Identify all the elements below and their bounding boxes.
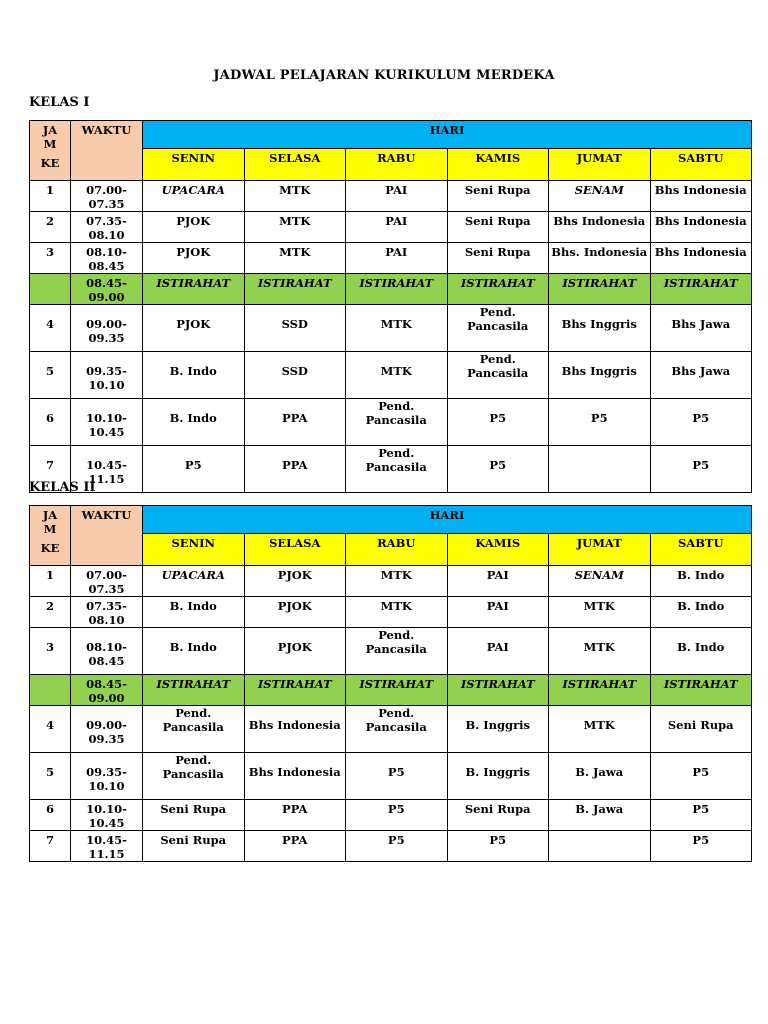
subject-cell-sabtu: P5 [650, 800, 752, 831]
subject-cell-senin: B. Indo [143, 352, 245, 399]
waktu-cell: 09.35-10.10 [71, 352, 143, 399]
subject-cell-sabtu: P5 [650, 753, 752, 800]
subject-cell-rabu: Pend. Pancasila [346, 706, 448, 753]
subject-cell-selasa: SSD [244, 305, 346, 352]
subject-cell-sabtu: Bhs Jawa [650, 352, 752, 399]
waktu-cell: 07.00-07.35 [71, 566, 143, 597]
waktu-cell: 10.45-11.15 [71, 831, 143, 862]
table-row [30, 753, 752, 800]
subject-cell-rabu: Pend. Pancasila [346, 628, 448, 675]
subject-cell-rabu: PAI [346, 243, 448, 274]
subject-cell-sabtu: B. Indo [650, 597, 752, 628]
subject-cell-senin: P5 [143, 446, 245, 493]
table-row [30, 305, 752, 352]
day-header-jumat: JUMAT [549, 149, 651, 181]
day-header-kamis: KAMIS [447, 149, 549, 181]
table-row [30, 566, 752, 597]
day-header-sabtu: SABTU [650, 534, 752, 566]
subject-cell-jumat [549, 831, 651, 862]
day-header-senin: SENIN [143, 534, 245, 566]
subject-cell-selasa: MTK [244, 243, 346, 274]
table-row [30, 352, 752, 399]
waktu-cell: 08.45-09.00 [71, 274, 143, 305]
table-row [30, 446, 752, 493]
kelas-2-schedule-body [30, 566, 752, 862]
subject-cell-selasa: ISTIRAHAT [244, 274, 346, 305]
subject-cell-senin: UPACARA [143, 181, 245, 212]
waktu-cell: 09.35-10.10 [71, 753, 143, 800]
subject-cell-jumat: Bhs Indonesia [549, 212, 651, 243]
subject-cell-sabtu: ISTIRAHAT [650, 675, 752, 706]
jam-ke-cell: 1 [30, 181, 71, 212]
subject-cell-kamis: Pend. Pancasila [447, 352, 549, 399]
table-row [30, 706, 752, 753]
subject-cell-jumat: Bhs. Indonesia [549, 243, 651, 274]
jam-ke-cell: 4 [30, 305, 71, 352]
subject-cell-sabtu: Seni Rupa [650, 706, 752, 753]
subject-cell-sabtu: P5 [650, 831, 752, 862]
subject-cell-sabtu: P5 [650, 446, 752, 493]
subject-cell-sabtu: Bhs Indonesia [650, 181, 752, 212]
waktu-cell: 10.10-10.45 [71, 800, 143, 831]
jam-ke-cell: 5 [30, 352, 71, 399]
subject-cell-jumat: Bhs Inggris [549, 352, 651, 399]
jam-ke-cell: 7 [30, 831, 71, 862]
jam-ke-cell [30, 274, 71, 305]
subject-cell-selasa: PJOK [244, 566, 346, 597]
subject-cell-selasa: SSD [244, 352, 346, 399]
subject-cell-selasa: PPA [244, 800, 346, 831]
subject-cell-sabtu: ISTIRAHAT [650, 274, 752, 305]
day-header-rabu: RABU [346, 149, 448, 181]
subject-cell-kamis: ISTIRAHAT [447, 675, 549, 706]
kelas-1-label: KELAS I [29, 95, 90, 110]
subject-cell-senin: PJOK [143, 212, 245, 243]
subject-cell-jumat [549, 446, 651, 493]
table-row [30, 628, 752, 675]
subject-cell-jumat: P5 [549, 399, 651, 446]
subject-cell-kamis: P5 [447, 831, 549, 862]
subject-cell-jumat: SENAM [549, 181, 651, 212]
subject-cell-kamis: PAI [447, 566, 549, 597]
subject-cell-selasa: MTK [244, 212, 346, 243]
subject-cell-rabu: Pend. Pancasila [346, 399, 448, 446]
subject-cell-kamis: B. Inggris [447, 706, 549, 753]
waktu-cell: 10.10-10.45 [71, 399, 143, 446]
subject-cell-kamis: B. Inggris [447, 753, 549, 800]
waktu-cell: 07.35-08.10 [71, 212, 143, 243]
waktu-cell: 07.35-08.10 [71, 597, 143, 628]
table-row [30, 181, 752, 212]
waktu-cell: 09.00-09.35 [71, 706, 143, 753]
subject-cell-selasa: PJOK [244, 597, 346, 628]
kelas-1-schedule-table [29, 120, 752, 493]
subject-cell-kamis: Seni Rupa [447, 181, 549, 212]
jam-ke-cell: 2 [30, 597, 71, 628]
subject-cell-jumat: ISTIRAHAT [549, 675, 651, 706]
table-row [30, 800, 752, 831]
subject-cell-jumat: ISTIRAHAT [549, 274, 651, 305]
subject-cell-senin: Seni Rupa [143, 831, 245, 862]
subject-cell-senin: PJOK [143, 305, 245, 352]
subject-cell-rabu: P5 [346, 753, 448, 800]
subject-cell-senin: Pend. Pancasila [143, 753, 245, 800]
jam-ke-header: JA M KE [30, 121, 71, 181]
subject-cell-kamis: Seni Rupa [447, 243, 549, 274]
break-row [30, 274, 752, 305]
subject-cell-senin: B. Indo [143, 628, 245, 675]
waktu-cell: 08.10-08.45 [71, 628, 143, 675]
waktu-cell: 07.00-07.35 [71, 181, 143, 212]
day-header-jumat: JUMAT [549, 534, 651, 566]
jam-ke-cell: 7 [30, 446, 71, 493]
kelas-1-schedule-body [30, 181, 752, 493]
subject-cell-rabu: ISTIRAHAT [346, 274, 448, 305]
kelas-2-schedule-table [29, 505, 752, 862]
jam-ke-cell: 3 [30, 243, 71, 274]
table-row [30, 243, 752, 274]
subject-cell-kamis: Pend. Pancasila [447, 305, 549, 352]
day-header-selasa: SELASA [244, 534, 346, 566]
subject-cell-jumat: MTK [549, 628, 651, 675]
document-title: JADWAL PELAJARAN KURIKULUM MERDEKA [213, 68, 555, 83]
subject-cell-rabu: MTK [346, 597, 448, 628]
subject-cell-senin: Seni Rupa [143, 800, 245, 831]
subject-cell-senin: ISTIRAHAT [143, 274, 245, 305]
subject-cell-rabu: PAI [346, 212, 448, 243]
subject-cell-sabtu: Bhs Indonesia [650, 212, 752, 243]
subject-cell-sabtu: Bhs Indonesia [650, 243, 752, 274]
waktu-cell: 09.00-09.35 [71, 305, 143, 352]
subject-cell-rabu: MTK [346, 352, 448, 399]
jam-ke-cell: 5 [30, 753, 71, 800]
subject-cell-kamis: P5 [447, 399, 549, 446]
subject-cell-selasa: ISTIRAHAT [244, 675, 346, 706]
subject-cell-jumat: MTK [549, 597, 651, 628]
subject-cell-sabtu: B. Indo [650, 628, 752, 675]
subject-cell-senin: UPACARA [143, 566, 245, 597]
subject-cell-kamis: PAI [447, 628, 549, 675]
table-row [30, 212, 752, 243]
subject-cell-jumat: Bhs Inggris [549, 305, 651, 352]
subject-cell-rabu: Pend. Pancasila [346, 446, 448, 493]
day-header-selasa: SELASA [244, 149, 346, 181]
waktu-header: WAKTU [71, 121, 143, 181]
subject-cell-selasa: PPA [244, 446, 346, 493]
table-row [30, 597, 752, 628]
jam-ke-cell: 4 [30, 706, 71, 753]
subject-cell-kamis: Seni Rupa [447, 800, 549, 831]
jam-ke-cell [30, 675, 71, 706]
jam-ke-cell: 3 [30, 628, 71, 675]
subject-cell-senin: B. Indo [143, 399, 245, 446]
day-header-rabu: RABU [346, 534, 448, 566]
subject-cell-rabu: P5 [346, 831, 448, 862]
waktu-cell: 08.10-08.45 [71, 243, 143, 274]
subject-cell-kamis: ISTIRAHAT [447, 274, 549, 305]
jam-ke-cell: 6 [30, 399, 71, 446]
subject-cell-selasa: PJOK [244, 628, 346, 675]
subject-cell-rabu: PAI [346, 181, 448, 212]
waktu-header: WAKTU [71, 506, 143, 566]
break-row [30, 675, 752, 706]
subject-cell-selasa: MTK [244, 181, 346, 212]
subject-cell-rabu: MTK [346, 305, 448, 352]
subject-cell-sabtu: B. Indo [650, 566, 752, 597]
subject-cell-jumat: B. Jawa [549, 753, 651, 800]
table-row [30, 399, 752, 446]
subject-cell-jumat: SENAM [549, 566, 651, 597]
jam-ke-header: JA M KE [30, 506, 71, 566]
subject-cell-jumat: MTK [549, 706, 651, 753]
kelas-2-label: KELAS II [29, 480, 96, 495]
day-header-sabtu: SABTU [650, 149, 752, 181]
jam-ke-cell: 2 [30, 212, 71, 243]
jam-ke-cell: 1 [30, 566, 71, 597]
subject-cell-sabtu: P5 [650, 399, 752, 446]
hari-header: HARI [143, 506, 752, 534]
subject-cell-rabu: ISTIRAHAT [346, 675, 448, 706]
subject-cell-selasa: PPA [244, 399, 346, 446]
subject-cell-selasa: Bhs Indonesia [244, 706, 346, 753]
hari-header: HARI [143, 121, 752, 149]
jam-ke-cell: 6 [30, 800, 71, 831]
day-header-kamis: KAMIS [447, 534, 549, 566]
waktu-cell: 08.45-09.00 [71, 675, 143, 706]
subject-cell-kamis: Seni Rupa [447, 212, 549, 243]
subject-cell-senin: PJOK [143, 243, 245, 274]
subject-cell-sabtu: Bhs Jawa [650, 305, 752, 352]
subject-cell-rabu: P5 [346, 800, 448, 831]
subject-cell-senin: B. Indo [143, 597, 245, 628]
day-header-senin: SENIN [143, 149, 245, 181]
subject-cell-jumat: B. Jawa [549, 800, 651, 831]
subject-cell-selasa: Bhs Indonesia [244, 753, 346, 800]
subject-cell-kamis: P5 [447, 446, 549, 493]
subject-cell-senin: ISTIRAHAT [143, 675, 245, 706]
table-row [30, 831, 752, 862]
subject-cell-kamis: PAI [447, 597, 549, 628]
subject-cell-senin: Pend. Pancasila [143, 706, 245, 753]
subject-cell-selasa: PPA [244, 831, 346, 862]
waktu-cell: 10.45-11.15 [71, 446, 143, 493]
subject-cell-rabu: MTK [346, 566, 448, 597]
